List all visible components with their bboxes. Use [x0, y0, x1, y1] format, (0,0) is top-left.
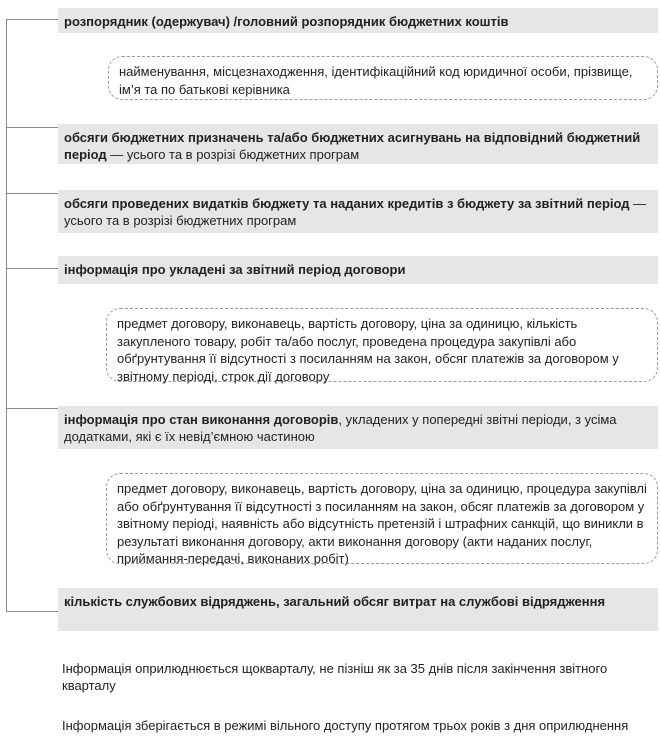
category-title: розпорядник (одержувач) /головний розпорядник бюджетних коштів — [64, 14, 509, 29]
details-text: найменування, місцезнаходження, ідентифікаційний код юридичної особи, прізвище, ім’я та по батькові керівника — [119, 64, 633, 97]
details-concluded-contracts — [106, 308, 658, 382]
tree-branch-6 — [6, 611, 58, 612]
category-business-trips — [58, 588, 658, 631]
category-description: — усього та в розрізі бюджетних програм — [64, 196, 647, 228]
category-budget-allocations — [58, 124, 658, 164]
category-title: інформація про укладені за звітний період договори — [64, 262, 406, 277]
category-expenditures — [58, 190, 658, 233]
category-description: , укладених у попередні звітні періоди, з усіма додатками, які є їх невід’ємною частиною — [64, 412, 617, 444]
tree-branch-5 — [6, 408, 58, 409]
tree-branch-2 — [6, 127, 58, 128]
category-concluded-contracts — [58, 256, 658, 284]
tree-branch-1 — [6, 19, 58, 20]
tree-branch-4 — [6, 268, 58, 269]
category-title: інформація про стан виконання договорів — [64, 412, 339, 427]
note-publication-schedule: Інформація оприлюднюється щокварталу, не пізніш як за 35 днів після закінчення звітного кварталу — [62, 661, 608, 693]
tree-vertical-line — [6, 19, 7, 611]
tree-branch-3 — [6, 193, 58, 194]
category-title: кількість службових відряджень, загальний обсяг витрат на службові відрядження — [64, 594, 606, 609]
details-text: предмет договору, виконавець, вартість договору, ціна за одиницю, процедура закупівлі або обґрунтування її відсутності з посиланням на закон, обсяг платежів за договором у звітному періоді, наявність або відсутність претензій і штрафних санкцій, що виникли в результаті виконання договору, акти виконання договору (акти наданих послуг, приймання-передачі, виконаних робіт) — [117, 481, 647, 566]
details-text: предмет договору, виконавець, вартість договору, ціна за одиницю, кількість закупленого товару, робіт та/або послуг, проведена процедура закупівлі або обґрунтування її відсутності з посиланням на закон, обсяг платежів за договором у звітному періоді, строк дії договору — [117, 316, 619, 384]
details-budget-manager — [108, 56, 658, 100]
note-retention-period: Інформація зберігається в режимі вільного доступу протягом трьох років з дня оприлюднення — [62, 718, 629, 733]
category-budget-manager — [58, 8, 658, 33]
category-description: — усього та в розрізі бюджетних програм — [106, 147, 360, 162]
category-contract-execution — [58, 406, 658, 449]
category-title: обсяги проведених видатків бюджету та наданих кредитів з бюджету за звітний період — [64, 196, 630, 211]
details-contract-execution — [106, 473, 658, 564]
category-title: обсяги бюджетних призначень та/або бюджетних асигнувань на відповідний бюджетний період — [64, 130, 641, 162]
